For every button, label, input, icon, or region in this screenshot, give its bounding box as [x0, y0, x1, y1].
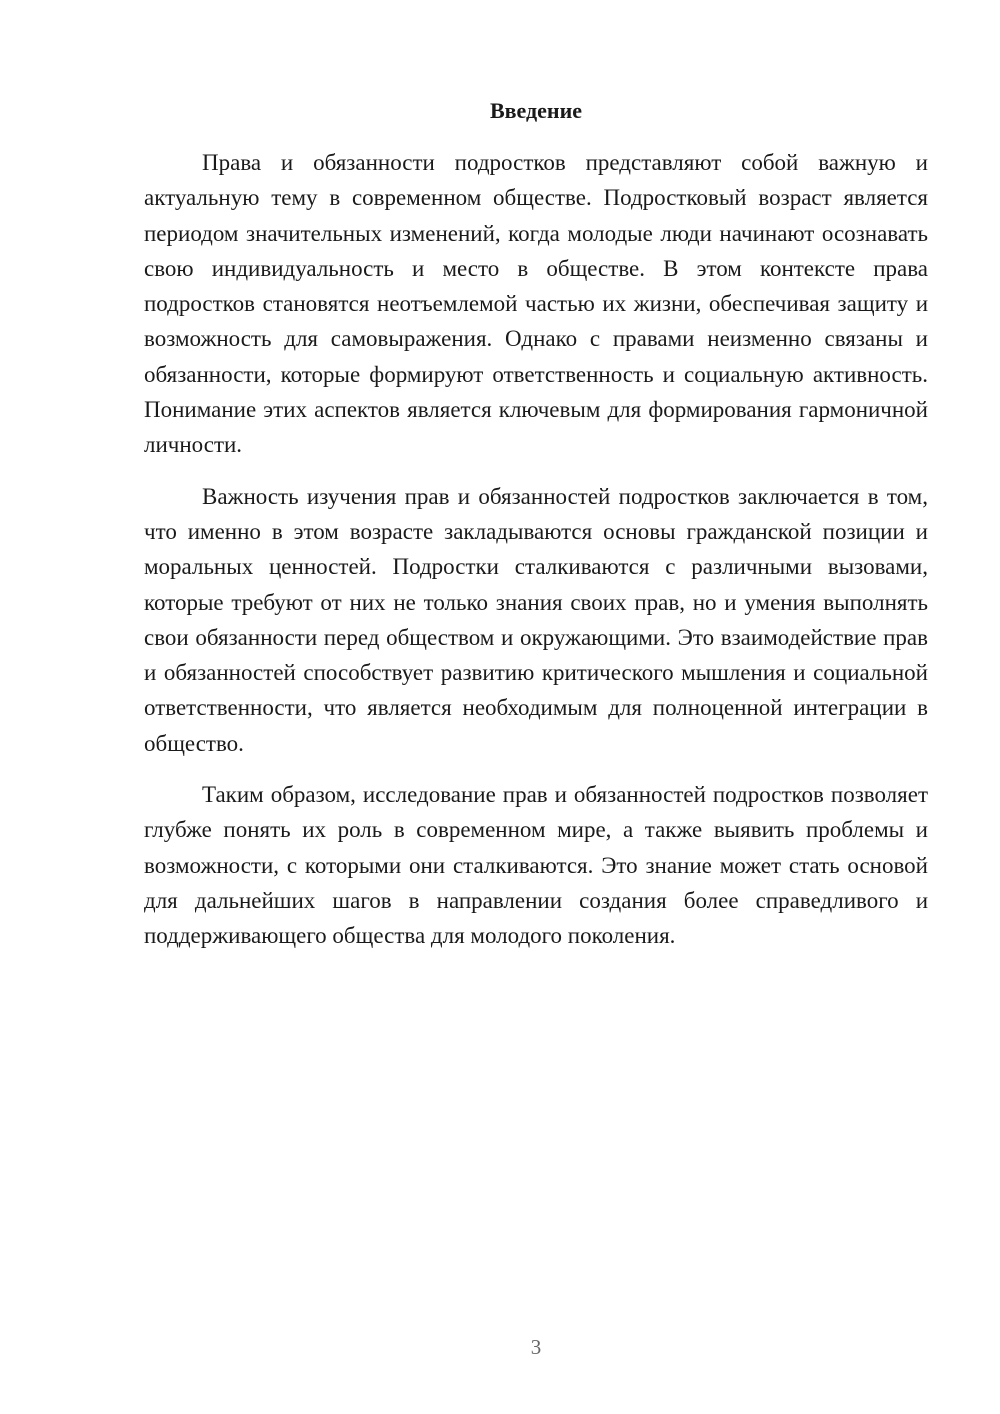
body-text — [144, 145, 928, 970]
page-number: 3 — [530, 1335, 542, 1359]
paragraph-2: Важность изучения прав и обязанностей подростков заключается в том, что именно в этом возрасте закладываются основы гражданской позиции и моральных ценностей. Подростки сталкиваются с различными вызовами, которые требуют от них не только знания своих прав, но и умения выполнять свои обязанности перед обществом и окружающими. Это взаимодействие прав и обязанностей способствует развитию критического мышления и социальной ответственности, что является необходимым для полноценной интеграции в общество. — [144, 483, 928, 756]
paragraph-3: Таким образом, исследование прав и обязанностей подростков позволяет глубже понять их роль в современном мире, а также выявить проблемы и возможности, с которыми они сталкиваются. Это знание может стать основой для дальнейших шагов в направлении создания более справедливого и поддерживающего общества для молодого поколения. — [144, 782, 928, 949]
page-heading: Введение — [489, 98, 583, 123]
paragraph-1: Права и обязанности подростков представляют собой важную и актуальную тему в современном обществе. Подростковый возраст является периодом значительных изменений, когда молодые люди начинают осознавать свою индивидуальность и место в обществе. В этом контексте права подростков становятся неотъемлемой частью их жизни, обеспечивая защиту и возможность для самовыражения. Однако с правами неизменно связаны и обязанности, которые формируют ответственность и социальную активность. Понимание этих аспектов является ключевым для формирования гармоничной личности. — [144, 150, 928, 458]
